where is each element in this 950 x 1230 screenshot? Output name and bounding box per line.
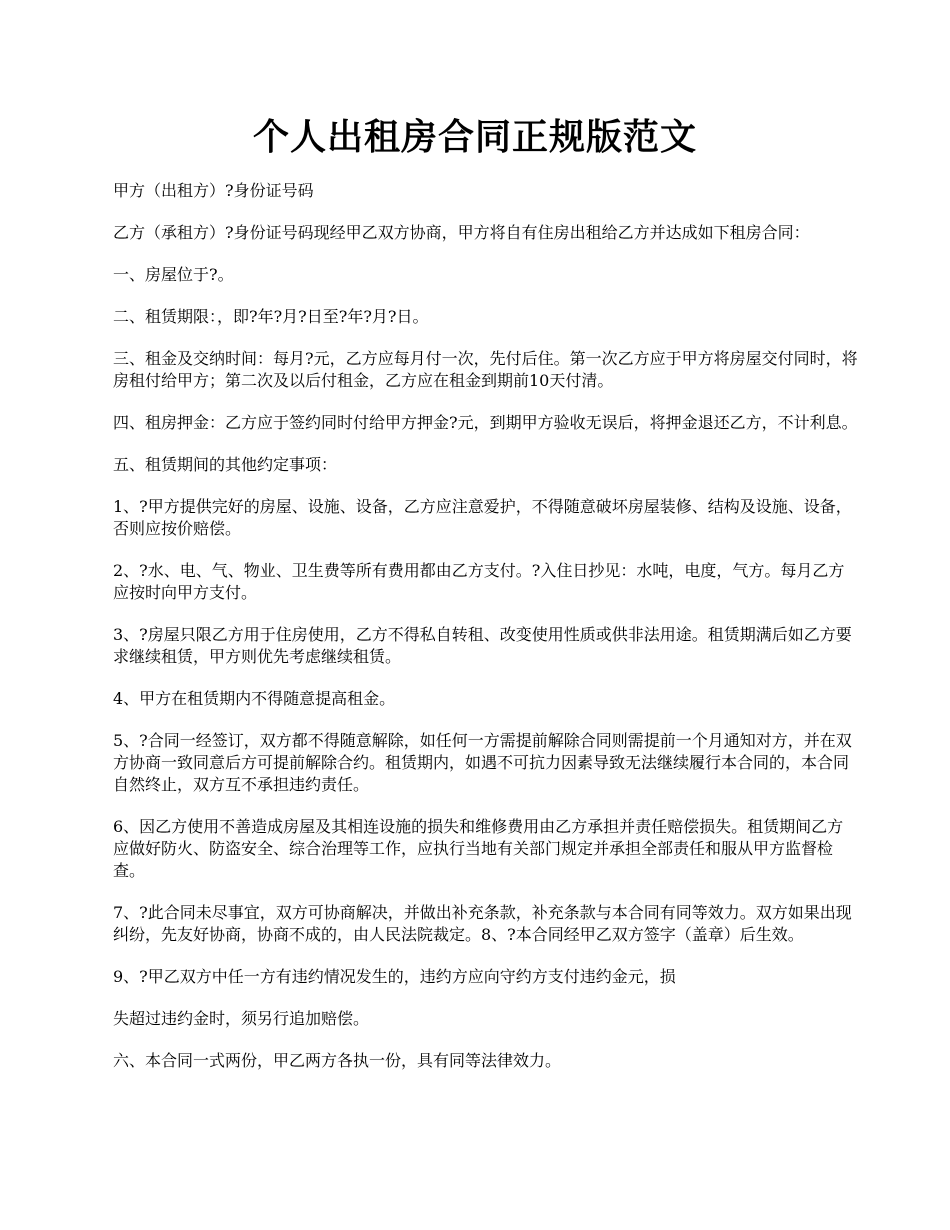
sub-clause-5: 5、?合同一经签订，双方都不得随意解除，如任何一方需提前解除合同则需提前一个月通知对方，并在双方协商一致同意后方可提前解除合约。租赁期内，如遇不可抗力因素导致无法继续履行本合同的，本合同自然终止，双方互不承担违约责任。 <box>113 731 852 794</box>
party-b-paragraph: 乙方（承租方）?身份证号码现经甲乙双方协商，甲方将自有住房出租给乙方并达成如下租房合同： <box>113 223 810 242</box>
sub-clause-1: 1、?甲方提供完好的房屋、设施、设备，乙方应注意爱护，不得随意破坏房屋装修、结构及设施、设备，否则应按价赔偿。 <box>113 497 852 538</box>
clause-6-copies: 六、本合同一式两份，甲乙两方各执一份，具有同等法律效力。 <box>113 1051 562 1070</box>
clause-5-heading: 五、租赁期间的其他约定事项： <box>113 455 338 474</box>
clause-2-term: 二、租赁期限：，即?年?月?日至?年?月?日。 <box>113 307 429 326</box>
sub-clause-6: 6、因乙方使用不善造成房屋及其相连设施的损失和维修费用由乙方承担并责任赔偿损失。租赁期间乙方应做好防火、防盗安全、综合治理等工作，应执行当地有关部门规定并承担全部责任和服从甲方监督检查。 <box>113 817 844 880</box>
clause-4-deposit: 四、租房押金：乙方应于签约同时付给甲方押金?元，到期甲方验收无误后，将押金退还乙方，不计利息。 <box>113 413 858 432</box>
sub-clause-2: 2、?水、电、气、物业、卫生费等所有费用都由乙方支付。?入住日抄见：水吨，电度，气方。每月乙方应按时向甲方支付。 <box>113 561 845 602</box>
clause-3-rent: 三、租金及交纳时间：每月?元，乙方应每月付一次，先付后住。第一次乙方应于甲方将房屋交付同时，将房租付给甲方；第二次及以后付租金，乙方应在租金到期前10天付清。 <box>113 349 858 390</box>
party-a-paragraph: 甲方（出租方）?身份证号码 <box>113 181 314 200</box>
sub-clause-9-continued: 失超过违约金时，须另行追加赔偿。 <box>113 1009 370 1028</box>
sub-clause-7-8: 7、?此合同未尽事宜，双方可协商解决，并做出补充条款，补充条款与本合同有同等效力。双方如果出现纠纷，先友好协商，协商不成的，由人民法院裁定。8、?本合同经甲乙双方签字（盖章）后生效。 <box>113 903 852 944</box>
clause-1-location: 一、房屋位于?。 <box>113 265 234 284</box>
document-title: 个人出租房合同正规版范文 <box>252 116 697 158</box>
sub-clause-9: 9、?甲乙双方中任一方有违约情况发生的，违约方应向守约方支付违约金元，损 <box>113 967 676 986</box>
document-body <box>113 180 858 1092</box>
sub-clause-3: 3、?房屋只限乙方用于住房使用，乙方不得私自转租、改变使用性质或供非法用途。租赁期满后如乙方要求继续租赁，甲方则优先考虑继续租赁。 <box>113 625 852 666</box>
sub-clause-4: 4、甲方在租赁期内不得随意提高租金。 <box>113 689 396 708</box>
